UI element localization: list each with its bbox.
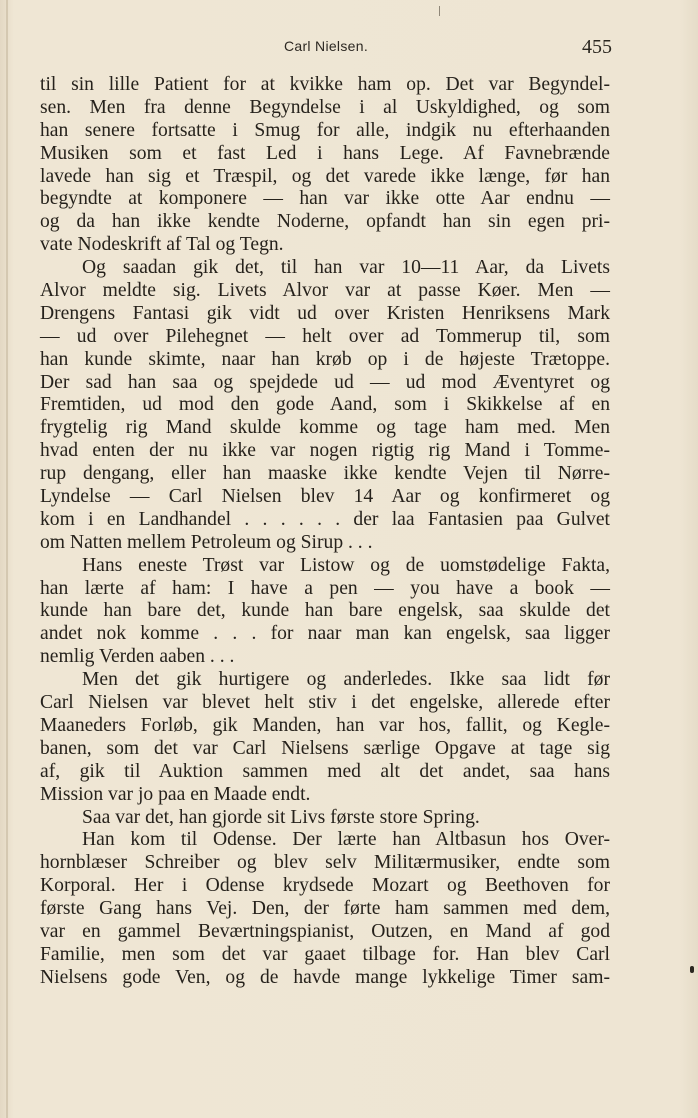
paragraph-end-line: nemlig Verden aaben . . . <box>40 646 235 668</box>
text-line: andet nok komme . . . for naar man kan engelsk, saa ligger <box>40 623 610 645</box>
paragraph-end-line: om Natten mellem Petroleum og Sirup . . . <box>40 531 373 553</box>
text-line: var en gammel Beværtningspianist, Outzen, en Mand af god <box>40 920 610 942</box>
page-number: 455 <box>582 36 612 58</box>
text-line: Alvor meldte sig. Livets Alvor var at passe Køer. Men — <box>40 280 610 302</box>
text-line: — ud over Pilehegnet — helt over ad Tommerup til, som <box>40 325 610 347</box>
paragraph-first-line: Hans eneste Trøst var Listow og de uomstødelige Fakta, <box>82 554 610 576</box>
text-line: Carl Nielsen var blevet helt stiv i det engelske, allerede efter <box>40 692 610 714</box>
text-line: Musiken som et fast Led i hans Lege. Af Favnebrænde <box>40 142 610 164</box>
paragraph-first-line: Han kom til Odense. Der lærte han Altbasun hos Over- <box>82 829 610 851</box>
text-line: Familie, men som det var gaaet tilbage for. Han blev Carl <box>40 943 610 965</box>
text-line: Der sad han saa og spejdede ud — ud mod Æventyret og <box>40 371 610 393</box>
text-line: Nielsens gode Ven, og de havde mange lykkelige Timer sam- <box>40 966 610 988</box>
single-line-paragraph: Saa var det, han gjorde sit Livs første store Spring. <box>82 806 480 828</box>
page-header <box>40 36 612 60</box>
body-text <box>40 74 610 990</box>
text-line: han senere fortsatte i Smug for alle, indgik nu efterhaanden <box>40 119 610 141</box>
text-line: begyndte at komponere — han var ikke otte Aar endnu — <box>40 188 610 210</box>
text-line: Korporal. Her i Odense krydsede Mozart og Beethoven for <box>40 875 610 897</box>
text-line: første Gang hans Vej. Den, der førte ham sammen med dem, <box>40 898 610 920</box>
text-line: af, gik til Auktion sammen med alt det andet, saa hans <box>40 760 610 782</box>
text-line: kom i en Landhandel . . . . . . der laa Fantasien paa Gulvet <box>40 508 610 530</box>
paper-mark <box>439 6 440 16</box>
running-head: Carl Nielsen. <box>283 38 369 54</box>
text-line: rup dengang, eller han maaske ikke kendte Vejen til Nørre- <box>40 463 610 485</box>
paragraph-end-line: Mission var jo paa en Maade endt. <box>40 783 311 805</box>
text-line: sen. Men fra denne Begyndelse i al Uskyldighed, og som <box>40 96 610 118</box>
binding-gutter <box>6 0 8 1118</box>
text-line: Lyndelse — Carl Nielsen blev 14 Aar og konfirmeret og <box>40 486 610 508</box>
margin-mark <box>690 966 694 973</box>
text-line: han kunde skimte, naar han krøb op i de højeste Trætoppe. <box>40 348 610 370</box>
text-line: hornblæser Schreiber og blev selv Militærmusiker, endte som <box>40 852 610 874</box>
text-line: kunde han bare det, kunde han bare engelsk, saa skulde det <box>40 600 610 622</box>
text-line: han lærte af ham: I have a pen — you have a book — <box>40 577 610 599</box>
paragraph-first-line: Og saadan gik det, til han var 10—11 Aar, da Livets <box>82 257 610 279</box>
text-line: til sin lille Patient for at kvikke ham op. Det var Begyndel- <box>40 74 610 95</box>
text-line: lavede han sig et Træspil, og det varede ikke længe, før han <box>40 165 610 187</box>
text-line: og da han ikke kendte Noderne, opfandt han sin egen pri- <box>40 211 610 233</box>
paragraph-first-line: Men det gik hurtigere og anderledes. Ikke saa lidt før <box>82 669 610 691</box>
paragraph-end-line: vate Nodeskrift af Tal og Tegn. <box>40 234 284 256</box>
text-line: Maaneders Forløb, gik Manden, han var hos, fallit, og Kegle- <box>40 714 610 736</box>
text-line: hvad enten der nu ikke var nogen rigtig rig Mand i Tomme- <box>40 440 610 462</box>
text-line: frygtelig rig Mand skulde komme og tage ham med. Men <box>40 417 610 439</box>
text-line: Fremtiden, ud mod den gode Aand, som i Skikkelse af en <box>40 394 610 416</box>
text-line: banen, som det var Carl Nielsens særlige Opgave at tage sig <box>40 737 610 759</box>
text-line: Drengens Fantasi gik vidt ud over Kristen Henriksens Mark <box>40 302 610 324</box>
